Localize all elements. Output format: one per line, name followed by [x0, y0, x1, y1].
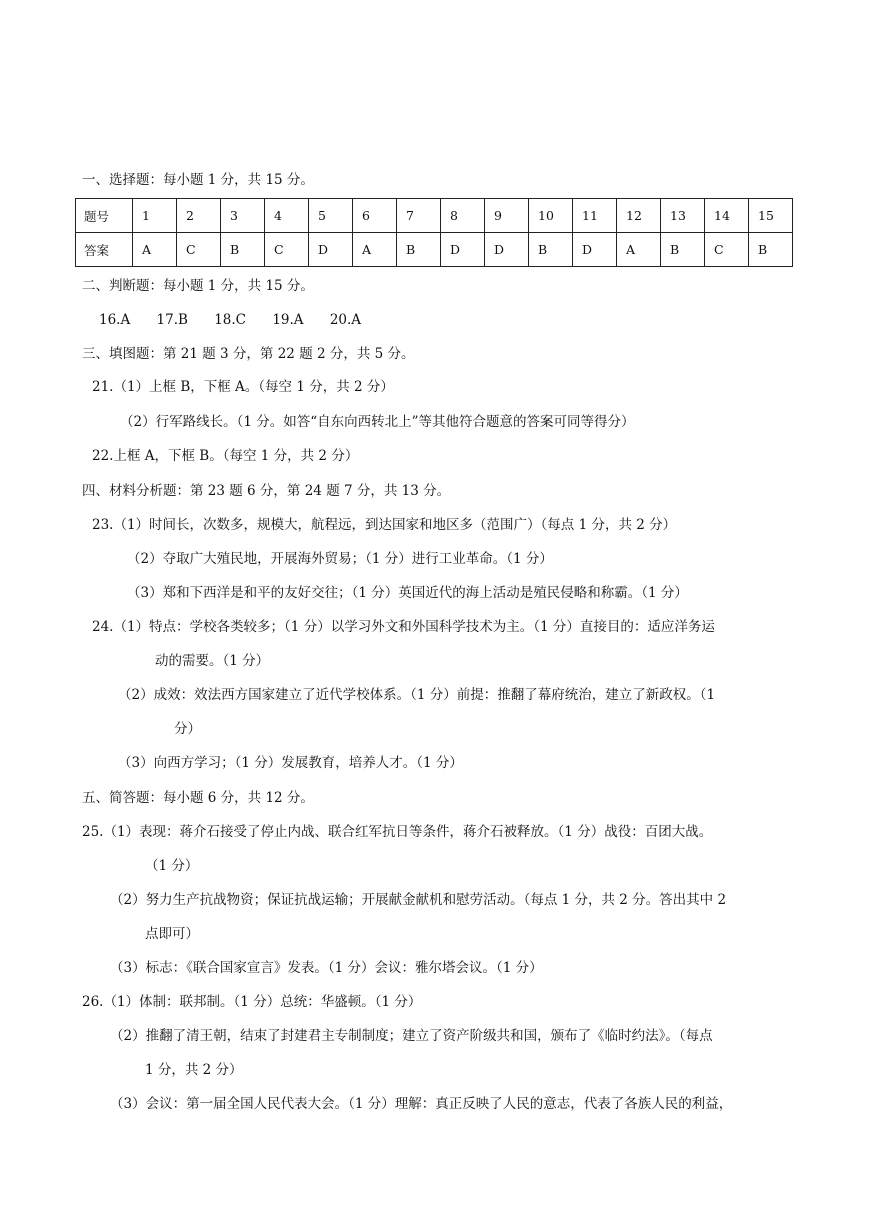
- answer-26-2-cont: 1 分，共 2 分）: [145, 1062, 243, 1078]
- question-number: 14: [705, 199, 749, 233]
- question-number: 9: [485, 199, 529, 233]
- question-number: 12: [617, 199, 661, 233]
- question-number: 2: [177, 199, 221, 233]
- answer-25-1-cont: （1 分）: [145, 858, 199, 874]
- answer-23-2: （2）夺取广大殖民地，开展海外贸易；（1 分）进行工业革命。（1 分）: [127, 551, 553, 567]
- question-number: 15: [749, 199, 793, 233]
- section-1-heading: 一、选择题：每小题 1 分，共 15 分。: [82, 172, 314, 188]
- judgement-answers: [99, 310, 383, 330]
- answer-cell: A: [617, 233, 661, 267]
- answer-26-2: （2）推翻了清王朝，结束了封建君主专制制度；建立了资产阶级共和国，颁布了《临时约法》。（每点: [110, 1028, 713, 1044]
- answer-cell: B: [529, 233, 573, 267]
- answer-26-3: （3）会议：第一届全国人民代表大会。（1 分）理解：真正反映了人民的意志，代表了各族人民的利益，: [110, 1096, 733, 1112]
- judgement-item: 19.A: [272, 312, 304, 328]
- table-row-numbers: [76, 199, 793, 233]
- answer-cell: D: [441, 233, 485, 267]
- question-number: 3: [221, 199, 265, 233]
- question-number: 10: [529, 199, 573, 233]
- answer-22: 22.上框 A，下框 B。（每空 1 分，共 2 分）: [92, 448, 359, 464]
- answer-23-1: 23.（1）时间长，次数多，规模大，航程远，到达国家和地区多（范围广）（每点 1 分，共 2 分）: [92, 517, 677, 533]
- answer-cell: C: [705, 233, 749, 267]
- answer-25-2-cont: 点即可）: [145, 926, 199, 942]
- judgement-item: 18.C: [214, 312, 247, 328]
- table-row-answers: [76, 233, 793, 267]
- answer-26-1: 26.（1）体制：联邦制。（1 分）总统：华盛顿。（1 分）: [82, 994, 422, 1010]
- answer-cell: C: [177, 233, 221, 267]
- row-label-answer: 答案: [76, 233, 133, 267]
- question-number: 5: [309, 199, 353, 233]
- answer-25-3: （3）标志：《联合国家宣言》发表。（1 分）会议：雅尔塔会议。（1 分）: [110, 960, 543, 976]
- answer-24-3: （3）向西方学习；（1 分）发展教育，培养人才。（1 分）: [118, 755, 463, 771]
- answer-25-2: （2）努力生产抗战物资；保证抗战运输；开展献金献机和慰劳活动。（每点 1 分，共 2 分。答出其中 2: [110, 892, 727, 908]
- question-number: 13: [661, 199, 705, 233]
- answer-cell: B: [749, 233, 793, 267]
- answer-25-1: 25.（1）表现：蒋介石接受了停止内战、联合红军抗日等条件，蒋介石被释放。（1 分）战役：百团大战。: [82, 824, 713, 840]
- row-label-number: 题号: [76, 199, 133, 233]
- answer-cell: A: [353, 233, 397, 267]
- question-number: 4: [265, 199, 309, 233]
- answer-cell: C: [265, 233, 309, 267]
- answer-cell: D: [573, 233, 617, 267]
- question-number: 6: [353, 199, 397, 233]
- question-number: 11: [573, 199, 617, 233]
- answer-24-2-cont: 分）: [174, 721, 201, 737]
- answer-24-2: （2）成效：效法西方国家建立了近代学校体系。（1 分）前提：推翻了幕府统治，建立了新政权。（1: [118, 687, 716, 703]
- answer-cell: D: [309, 233, 353, 267]
- answer-cell: B: [221, 233, 265, 267]
- answer-21-2: （2）行军路线长。（1 分。如答“自东向西转北上”等其他符合题意的答案可同等得分）: [120, 414, 635, 430]
- question-number: 7: [397, 199, 441, 233]
- section-5-heading: 五、简答题：每小题 6 分，共 12 分。: [82, 790, 314, 806]
- section-2-heading: 二、判断题：每小题 1 分，共 15 分。: [82, 278, 314, 294]
- section-4-heading: 四、材料分析题：第 23 题 6 分，第 24 题 7 分，共 13 分。: [82, 483, 451, 499]
- section-3-heading: 三、填图题：第 21 题 3 分，第 22 题 2 分，共 5 分。: [82, 346, 415, 362]
- question-number: 1: [133, 199, 177, 233]
- answer-21-1: 21.（1）上框 B，下框 A。（每空 1 分，共 2 分）: [92, 379, 394, 395]
- judgement-item: 20.A: [329, 312, 362, 328]
- answer-cell: D: [485, 233, 529, 267]
- answer-cell: B: [397, 233, 441, 267]
- answer-cell: A: [133, 233, 177, 267]
- judgement-item: 16.A: [99, 312, 131, 328]
- answer-24-1-cont: 动的需要。（1 分）: [155, 653, 270, 669]
- question-number: 8: [441, 199, 485, 233]
- judgement-item: 17.B: [156, 312, 188, 328]
- answer-23-3: （3）郑和下西洋是和平的友好交往；（1 分）英国近代的海上活动是殖民侵略和称霸。（1 分）: [127, 585, 688, 601]
- answer-24-1: 24.（1）特点：学校各类较多；（1 分）以学习外文和外国科学技术为主。（1 分）直接目的：适应洋务运: [92, 619, 715, 635]
- answer-table: [75, 198, 793, 267]
- answer-cell: B: [661, 233, 705, 267]
